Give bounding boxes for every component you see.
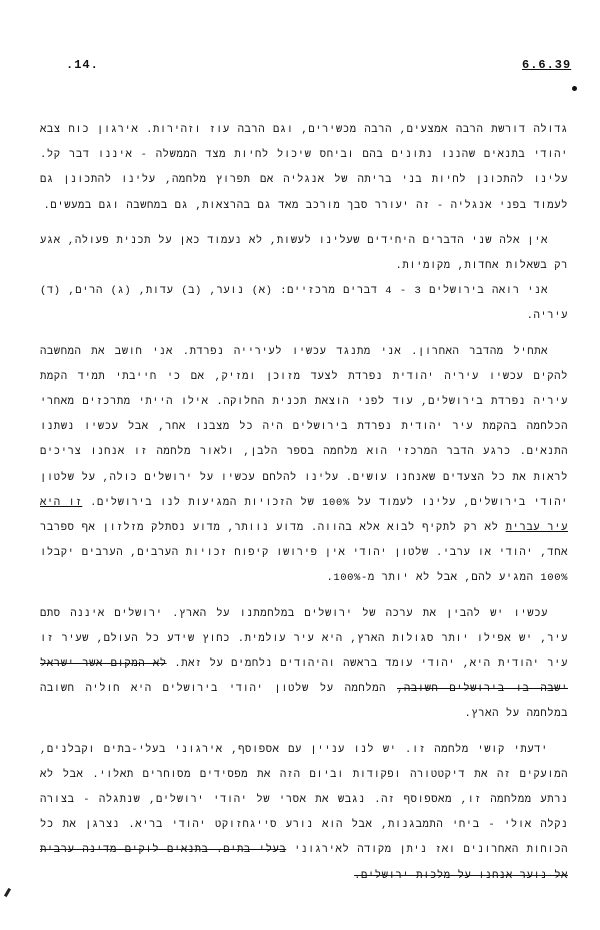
ink-dot [572,86,577,91]
paragraph-6-text: ידעתי קושי מלחמה זו. יש לנו עניין עם אספוסף, אירגוני בעלי-בתים וקבלנים, המועקים זה את דיקטטורה ופקודות וביום הזה את מפסידים מסוחרים תאלוי. אבל לא נרתע ממלחמה זו, מאספוסף זה. נגבש את אסרי של יהודי ירושלים, שנתגלה - בצורה נקלה אולי - ביחי התמבגנות, אבל הוא נורע סייגחזוקט יהודי בריא. נצרגן את כל הכוחות האחרונים ואז ניתן מקודה לאירגוני [40,743,569,857]
paragraph-5-continued: המלחמה על שלטון יהודי בירושלים היא חוליה חשובה במלחמה על הארץ. [40,683,568,721]
struck-phrase: לא המקום אשר ישראל ישבה בו בירושלים חשובה, [40,658,568,696]
struck-closing-phrase: בעלי בתים. בתנאים לוקים מדינה ערבית אל נוער אנחנו על מלכות ירושלים. [40,844,568,882]
paragraph-2: אין אלה שני הדברים היחידים שעלינו לעשות, לא נעמוד כאן על תכנית פעולה, אגע רק בשאלות אחדות, מקומיות. [40,234,568,273]
paragraph-5-text: עכשיו יש להבין את ערכה של ירושלים במלחמתנו על הארץ. ירושלים איננה סתם עיר, יש אפילו יותר סגולות הארץ, היא עיר עולמית. כחוץ שידע כל העולם, שעיר זו עיר יהודית היא, יהודי עומד בראשה והיהודים נלחמים על זאת. [40,607,568,671]
paragraph-4 [40,340,568,592]
paragraph-1: גדולה דורשת הרבה אמצעים, הרבה מכשירים, וגם הרבה עוז וזהירות. אירגון כוח צבא יהודי בתנאים שהננו נתונים בהם וביחס שיכול לחיות מצד הממשלה - איננו דבר קל. עלינו להתכונן לחיות בני בריתה של אנגליה אם תפרוץ מלחמה, עלינו להתכונן גם לעמוד בפני אנגליה - זה יעורר סבך מורכב מאד גם בהרצאות, גם במחשבה וגם במעשים. [40,124,568,212]
page-number: .14. [66,58,99,72]
paragraph-5 [40,602,568,728]
paragraph-6 [40,738,568,889]
margin-mark [4,888,11,897]
document-body [40,118,568,889]
paragraph-4-text: אתחיל מהדבר האחרון. אני מתנגד עכשיו לעירייה נפרדת. אני חושב את המחשבה להקים עכשיו עיריה יהודית נפרדת לצעד מזוכן ומזיק, אם כי חייבתי תמיד הקמת עיריה נפרדת בירושלים, עוד לפני הוצאת תכנית החלוקה. אילו הייתי מתרכזים מאחרי הכלחמה בהקמת עיר יהודית נפרדת בירושלים היה כל מצבנו אחר, אבל עכשיו נשתנו התנאים. כרגע הדבר המרכזי הוא מלחמה בספר הלבן, ולאור מלחמה זו אנחנו צריכים לראות את כל הצעדים שאנחנו עושים. עלינו להלחם עכשיו על ירושלים כולה, על שלטון יהודי בירושלים, עלינו לעמוד על 100% של הזכויות המגיעות לנו בירושלים. [40,345,569,509]
paragraph-3: אני רואה בירושלים 3 - 4 דברים מרכזיים: (א) נוער, (ב) עדות, (ג) הרים, (ד) עיריה. [40,285,568,323]
document-date: 6.6.39 [522,58,572,72]
paragraph-4-continued: לא רק לתקיף לבוא אלא בהווה. מדוע נוותר, מדוע נסתלק מזלזון אף ספרבר אחד, יהודי או ערבי. שלטון יהודי אין פירושו קיפוח זכויות הערבים, הערבים יקבלו 100% המגיע להם, אבל לא יותר מ-100%. [40,522,568,585]
underlined-phrase: זו היא עיר עברית [40,496,569,535]
